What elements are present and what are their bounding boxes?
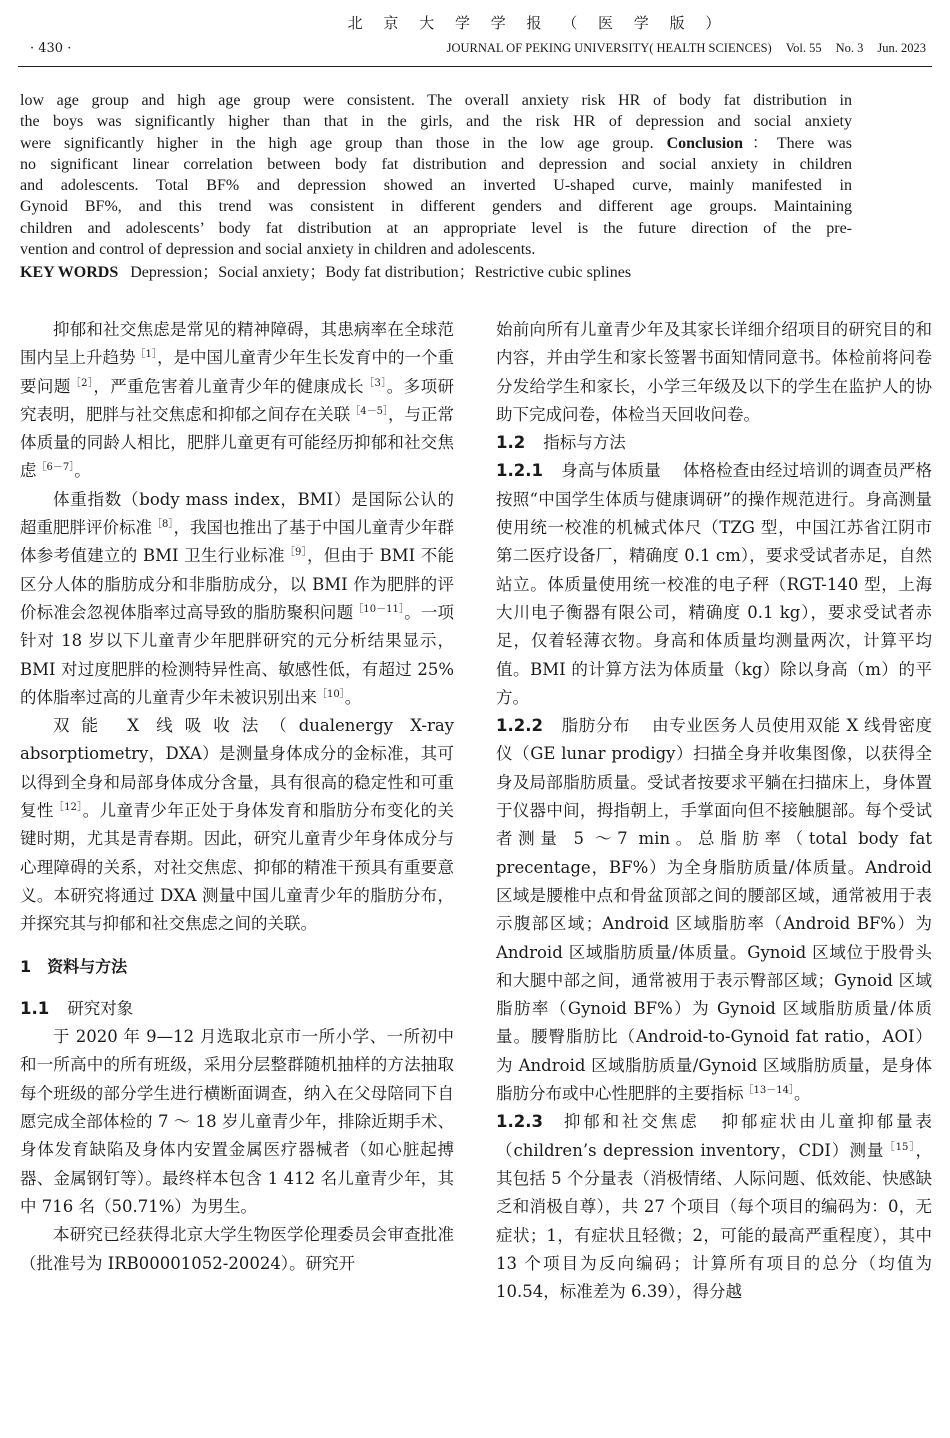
height-weight-paragraph xyxy=(496,457,932,712)
paragraph-text: 。多项研究表明，肥胖与社交焦虑和抑郁之间存在关联 xyxy=(20,376,454,424)
citation: ［6－7］ xyxy=(36,462,75,474)
paragraph-text: 。 xyxy=(344,687,362,707)
citation: ［2］ xyxy=(70,377,94,389)
subsection-number: 1.1 xyxy=(20,998,50,1018)
running-header xyxy=(0,0,950,72)
paragraph-text: ，与正常体质量的同龄人相比，肥胖儿童更有可能经历抑郁和社交焦虑 xyxy=(20,404,455,481)
keywords xyxy=(20,262,852,283)
subsection-number: 1.2 xyxy=(496,433,526,453)
abstract-line: the boys was significantly higher than that in the girls, and the risk HR of depression and social anxiety xyxy=(20,113,852,131)
paragraph-text: ，其包括 5 个分量表（消极情绪、人际问题、低效能、快感缺乏和消极自尊），共 27 个项目（每个项目的编码为：0，无症状；1，有症状且轻微；2，可能的最高严重程度），其中 13 个项目为反向编码；计算所有项目的总分（均值为 10.54，标准差为 6.39），得分越 xyxy=(496,1140,932,1302)
citation: ［10］ xyxy=(317,688,345,700)
abstract-line: no significant linear correlation between body fat distribution and depression and social anxiety in children xyxy=(20,155,852,173)
subsubsection-number: 1.2.3 xyxy=(496,1112,543,1132)
citation: ［4－5］ xyxy=(350,405,388,417)
paragraph-text: 由专业医务人员使用双能 X 线骨密度仪（GE lunar prodigy）扫描全身并收集图像，以获得全身及局部脂肪质量。受试者按要求平躺在扫描床上，身体置于仪器中间，拇指朝上，手掌面向但不接触腿部。每个受试者测量 5 ～7 min。总脂肪率（total body fat precentage，BF%）为全身脂肪质量/体质量。Android 区域是腰椎中点和骨盆顶部之间的腰部区域，通常被用于表示腹部区域；Android 区域脂肪率（Android BF%）为 Android 区域脂肪质量/体质量。Gynoid 区域位于股骨头和大腿中部之间，通常被用于表示臀部区域；Gynoid 区域脂肪率（Gynoid BF%）为 Gynoid 区域脂肪质量/体质量。腰臀脂肪比（Android-to-Gynoid fat ratio，AOI）为 Android 区域脂肪质量/Gynoid 区域脂肪质量，是身体脂肪分布或中心性肥胖的主要指标 xyxy=(496,716,932,1104)
abstract-line: and adolescents. Total BF% and depression showed an inverted U-shaped curve, mainly manifested in xyxy=(20,177,852,195)
paragraph-text: 。 xyxy=(74,461,91,481)
paragraph-text: 抑郁症状由儿童抑郁量表（children’s depression inventory，CDI）测量 xyxy=(496,1112,933,1160)
right-column xyxy=(496,316,932,1306)
subsubsection-title: 脂肪分布 xyxy=(560,716,631,736)
paragraph-text: 双能 X 线吸收法（dualenergy X-ray absorptiometry，DXA）是测量身体成分的金标准，其可以得到全身和局部身体成分含量，具有很高的稳定性和可重复性 xyxy=(20,716,454,821)
subsubsection-number: 1.2.2 xyxy=(496,716,543,736)
citation: ［13－14］ xyxy=(743,1085,794,1097)
citation: ［1］ xyxy=(135,349,157,361)
header-divider xyxy=(18,66,932,67)
conclusion-label: Conclusion xyxy=(666,134,744,152)
journal-issue: No. 3 xyxy=(835,41,864,55)
left-column xyxy=(20,316,454,1278)
methods-paragraph-2: 本研究已经获得北京大学生物医学伦理委员会审查批准（批准号为 IRB00001052-20024）。研究开 xyxy=(20,1225,454,1273)
subsection-title: 指标与方法 xyxy=(543,433,626,453)
methods-paragraph-1: 于 2020 年 9—12 月选取北京市一所小学、一所初中和一所高中的所有班级，采用分层整群随机抽样的方法抽取每个班级的部分学生进行横断面调查，纳入在父母陪同下自愿完成全部体检的 7 ～ 18 岁儿童青少年，排除近期手术、身体发育缺陷及身体内安置金属医疗器械者（如心脏起搏器、金属钢钉等）。最终样本包含 1 412 名儿童青少年，其中 716 名（50.71%）为男生。 xyxy=(20,1027,454,1216)
paragraph-text: 体重指数（body mass index，BMI）是国际公认的超重肥胖评价标准 xyxy=(20,489,454,538)
abstract-line: children and adolescents’ body fat distribution at an appropriate level is the future direction of the pre- xyxy=(20,219,852,237)
spacer xyxy=(20,981,454,995)
citation: ［10－11］ xyxy=(353,603,405,615)
paragraph-text: ，但由于 BMI 不能区分人体的脂肪成分和非脂肪成分，以 BMI 作为肥胖的评价标准会忽视体脂率过高导致的脂肪聚积问题 xyxy=(20,546,454,622)
citation: ［15］ xyxy=(884,1141,916,1153)
subsubsection-number: 1.2.1 xyxy=(496,461,543,481)
methods-paragraph-continued: 始前向所有儿童青少年及其家长详细介绍项目的研究目的和内容，并由学生和家长签署书面知情同意书。体检前将问卷分发给学生和家长，小学三年级及以下的学生在监护人的协助下完成问卷，体检当天回收问卷。 xyxy=(496,320,932,424)
journal-title-chinese: 北 京 大 学 学 报 （ 医 学 版 ） xyxy=(347,14,729,32)
citation: ［8］ xyxy=(152,519,174,531)
keywords-list: Depression；Social anxiety；Body fat distribution；Restrictive cubic splines xyxy=(130,264,632,281)
paragraph-text: ，严重危害着儿童青少年的健康成长 xyxy=(93,376,365,396)
abstract-line: Gynoid BF%, and this trend was consistent in different genders and different age groups. Maintaining xyxy=(20,198,852,216)
citation: ［12］ xyxy=(53,802,83,814)
intro-paragraph-3 xyxy=(20,712,454,938)
page-number: · 430 · xyxy=(30,41,72,56)
spacer xyxy=(20,939,454,953)
subsubsection-title: 抑郁和社交焦虑 xyxy=(560,1112,700,1132)
intro-paragraph-2 xyxy=(20,486,454,712)
subsection-heading-1-1 xyxy=(20,995,454,1023)
journal-citation xyxy=(447,41,926,56)
abstract-line: low age group and high age group were consistent. The overall anxiety risk HR of body fat distribution in xyxy=(20,92,852,109)
paragraph-text: ，是中国儿童青少年生长发育中的一个重要问题 xyxy=(20,348,455,396)
subsection-heading-1-2 xyxy=(496,429,932,457)
depression-anxiety-paragraph xyxy=(496,1108,932,1306)
paragraph-text: 体格检查由经过培训的调查员严格按照“中国学生体质与健康调研”的操作规范进行。身高测量使用统一校准的机械式体尺（TZG 型，中国江苏省江阴市第二医疗设备厂，精确度 0.1 cm），要求受试者赤足，自然站立。体质量使用统一校准的电子秤（RGT-140 型，上海大川电子衡器有限公司，精确度 0.1 kg），要求受试者赤足，仅着轻薄衣物。身高和体质量均测量两次，计算平均值。BMI 的计算方法为体质量（kg）除以身高（m）的平方。 xyxy=(496,461,933,707)
paragraph-text: 。一项针对 18 岁以下儿童青少年肥胖研究的元分析结果显示，BMI 对过度肥胖的检测特异性高、敏感性低，有超过 25% 的体脂率过高的儿童青少年未被识别出来 xyxy=(20,602,455,707)
journal-title-english: JOURNAL OF PEKING UNIVERSITY( HEALTH SCIENCES) xyxy=(446,41,772,55)
paragraph-text: 。儿童青少年正处于身体发育和脂肪分布变化的关键时期，尤其是青春期。因此，研究儿童青少年身体成分与心理障碍的关系，对社交焦虑、抑郁的精准干预具有重要意义。本研究将通过 DXA 测量中国儿童青少年的脂肪分布，并探究其与抑郁和社交焦虑之间的关联。 xyxy=(20,801,455,934)
journal-volume: Vol. 55 xyxy=(785,41,822,55)
paragraph-text: ，我国也推出了基于中国儿童青少年群体参考值建立的 BMI 卫生行业标准 xyxy=(20,518,455,566)
section-heading-1: 1 资料与方法 xyxy=(20,956,128,976)
abstract-line: vention and control of depression and social anxiety in children and adolescents. xyxy=(20,241,536,259)
paragraph-text: 抑郁和社交焦虑是常见的精神障碍，其患病率在全球范围内呈上升趋势 xyxy=(20,320,454,368)
subsection-title: 研究对象 xyxy=(67,998,134,1018)
english-abstract xyxy=(20,90,852,260)
paragraph-text: 。 xyxy=(793,1084,811,1104)
journal-date: Jun. 2023 xyxy=(877,41,926,55)
body-fat-paragraph xyxy=(496,712,932,1108)
intro-paragraph-1 xyxy=(20,316,454,486)
abstract-text: were significantly higher in the high age group than those in the low age group. xyxy=(20,134,654,152)
citation: ［3］ xyxy=(364,377,387,389)
abstract-text: ：There was xyxy=(743,134,852,152)
citation: ［9］ xyxy=(284,547,307,559)
subsubsection-title: 身高与体质量 xyxy=(560,461,661,481)
abstract-line xyxy=(20,133,852,154)
keywords-label: KEY WORDS xyxy=(20,264,119,281)
